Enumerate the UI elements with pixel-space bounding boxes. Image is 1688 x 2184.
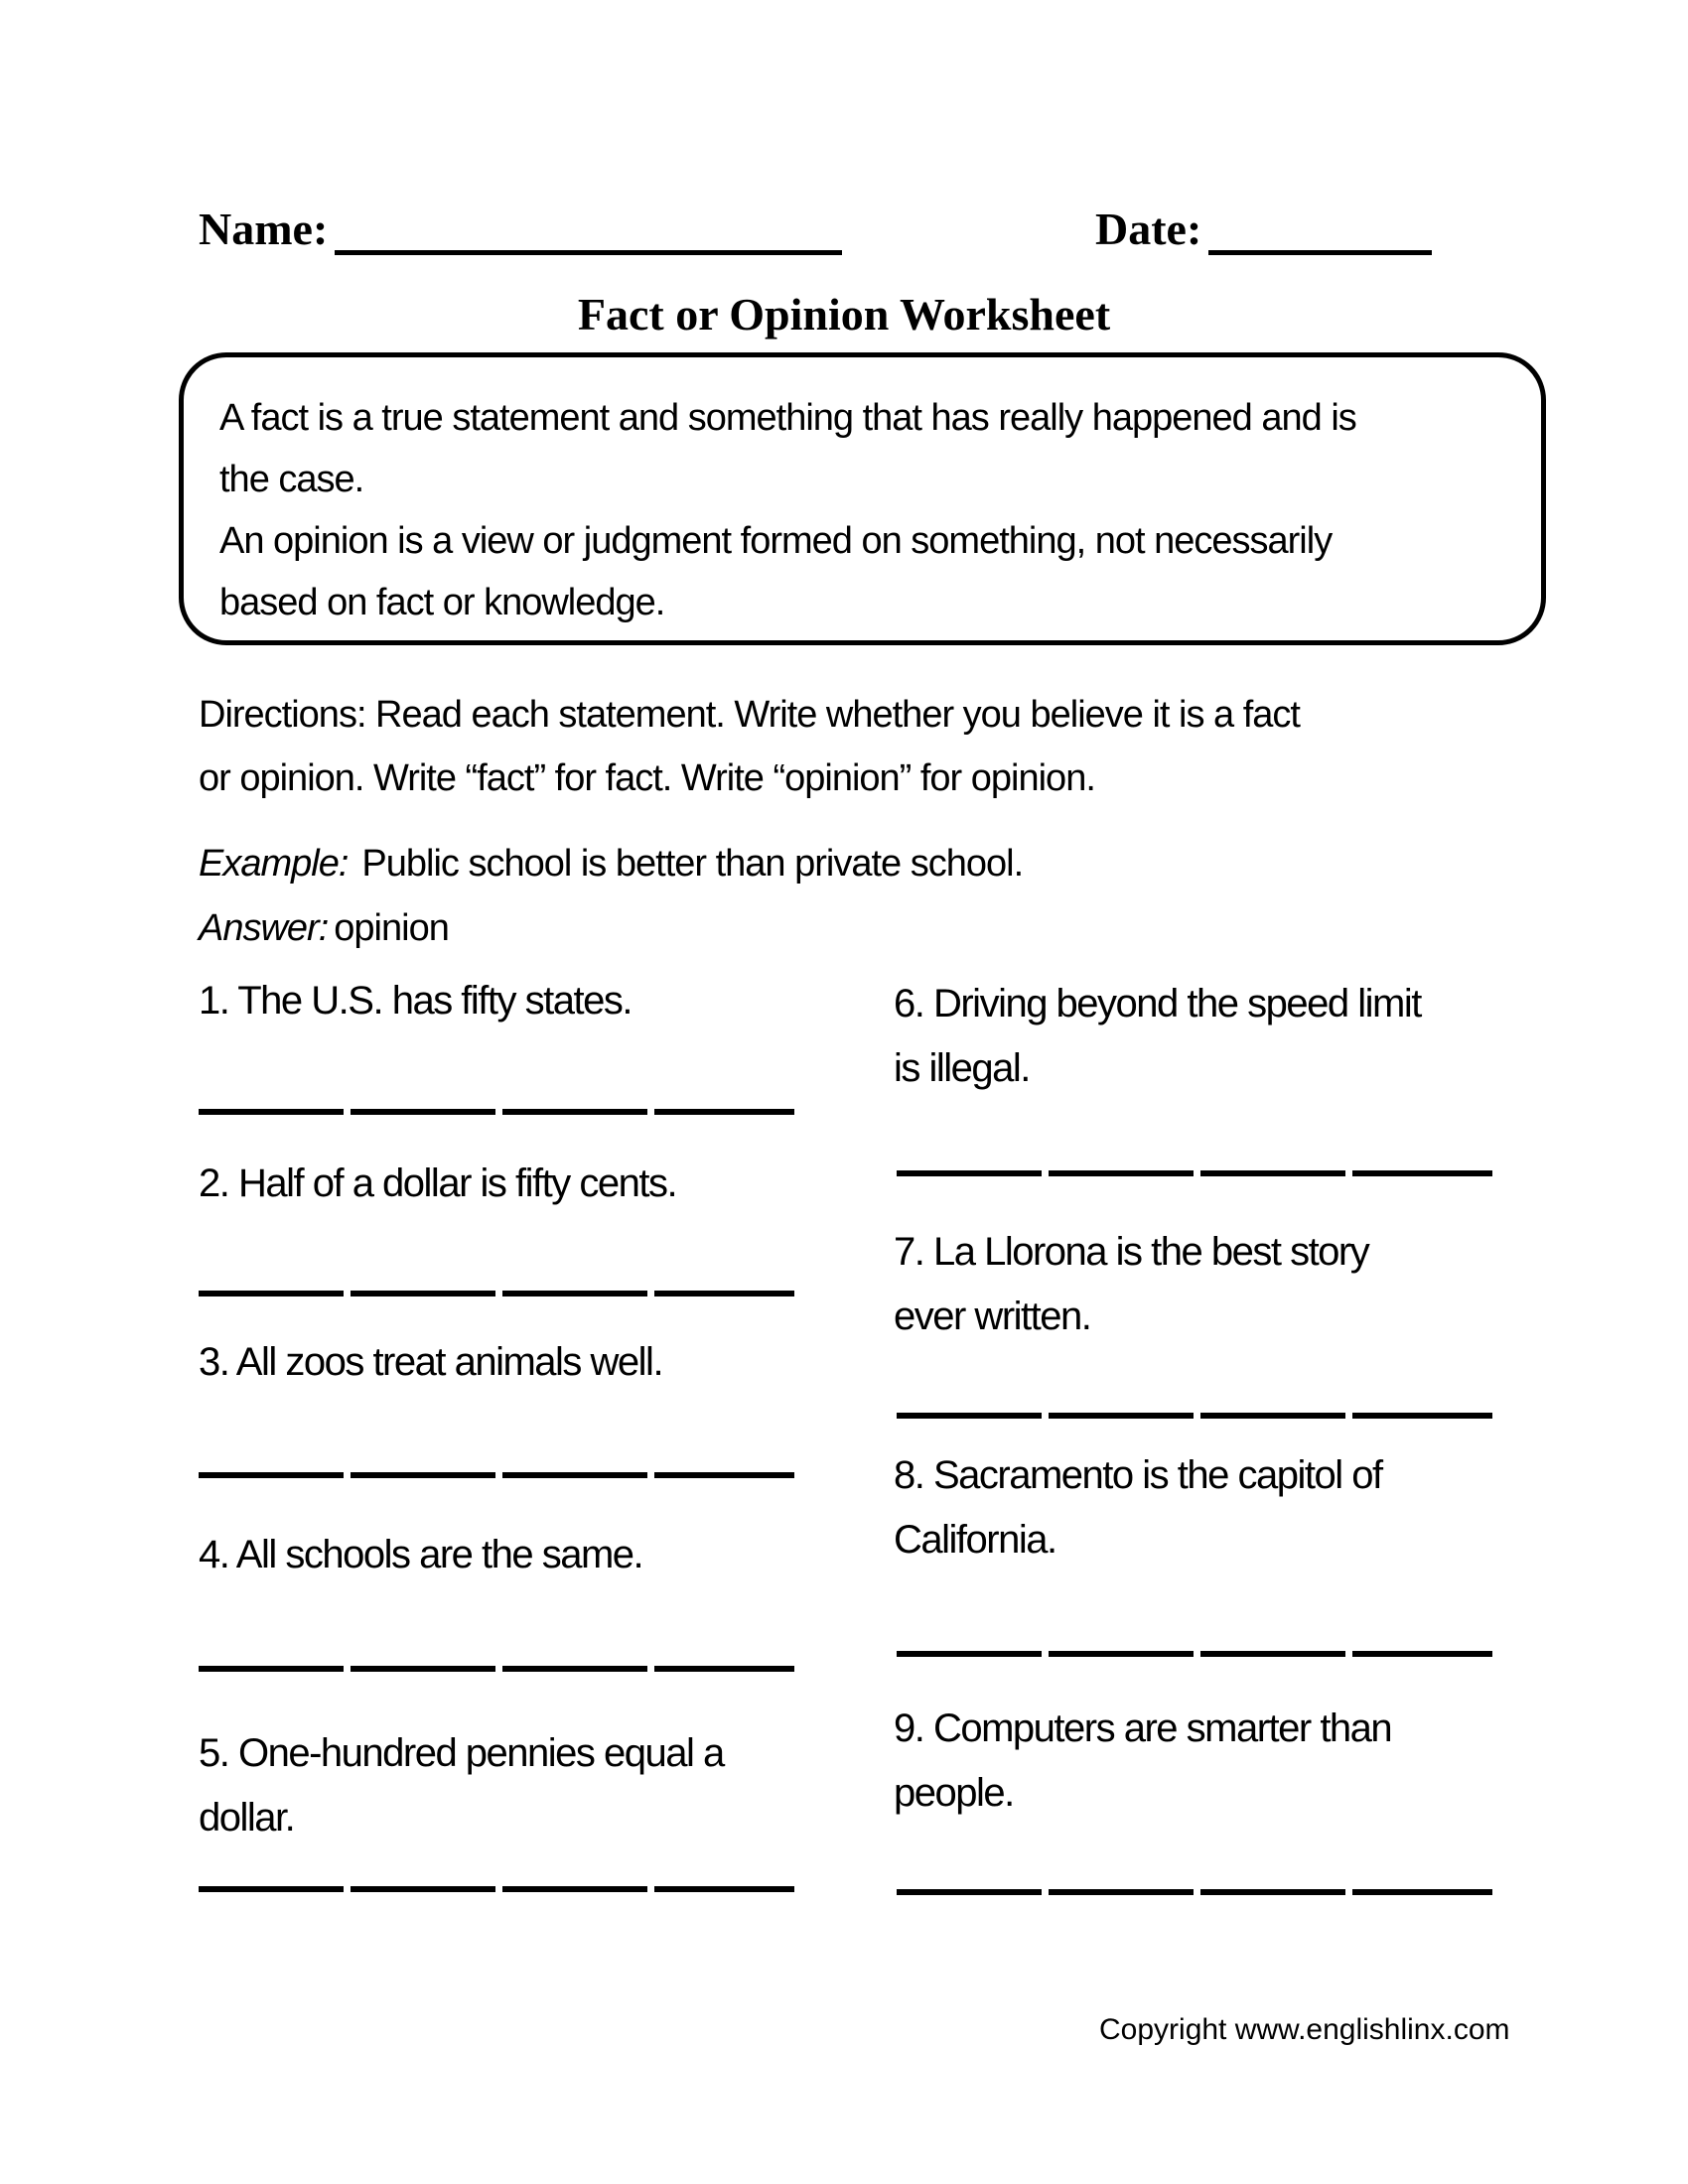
question-line: 7. La Llorona is the best story (894, 1230, 1369, 1274)
question-line: 9. Computers are smarter than (894, 1706, 1392, 1750)
question-item-8 (894, 1443, 1382, 1572)
question-line: 6. Driving beyond the speed limit (894, 982, 1421, 1025)
answer-blank-line-6 (897, 1170, 1492, 1176)
question-item-2 (199, 1152, 676, 1216)
example-line (199, 832, 1023, 895)
question-item-6 (894, 972, 1421, 1101)
definition-box (179, 352, 1546, 645)
question-line: 2. Half of a dollar is fifty cents. (199, 1161, 677, 1205)
answer-blank-line-8 (897, 1651, 1492, 1657)
question-line: dollar. (199, 1796, 295, 1840)
date-label: Date: (1095, 204, 1202, 254)
directions (199, 683, 1300, 810)
answer-blank-line-4 (199, 1666, 794, 1672)
question-line: 1. The U.S. has fifty states. (199, 979, 632, 1023)
answer-label: Answer: (199, 907, 329, 949)
question-line: 4. All schools are the same. (199, 1533, 643, 1576)
example-text: Public school is better than private school. (361, 843, 1024, 885)
directions-line: Directions: Read each statement. Write whether you believe it is a fact (199, 694, 1300, 736)
question-line: 8. Sacramento is the capitol of (894, 1453, 1382, 1497)
copyright-text: Copyright www.englishlinx.com (1099, 2013, 1510, 2046)
definition-line: An opinion is a view or judgment formed on something, not necessarily (219, 520, 1333, 562)
answer-blank-line-7 (897, 1413, 1492, 1419)
definition-line: based on fact or knowledge. (219, 582, 665, 623)
answer-blank-line-1 (199, 1109, 794, 1115)
date-blank-line (1208, 250, 1432, 255)
answer-blank-line-5 (199, 1886, 794, 1892)
answer-blank-line-2 (199, 1291, 794, 1297)
directions-line: or opinion. Write “fact” for fact. Write “opinion” for opinion. (199, 757, 1095, 799)
answer-blank-line-3 (199, 1472, 794, 1478)
example-label: Example: (199, 843, 349, 885)
definition-line: A fact is a true statement and something that has really happened and is (219, 397, 1356, 439)
answer-line-example (199, 896, 449, 960)
question-item-1 (199, 969, 632, 1033)
question-item-9 (894, 1697, 1391, 1826)
name-label: Name: (199, 204, 329, 254)
question-item-5 (199, 1721, 724, 1850)
question-line: is illegal. (894, 1046, 1030, 1090)
name-blank-line (335, 250, 842, 255)
answer-blank-line-9 (897, 1889, 1492, 1895)
answer-text: opinion (334, 907, 449, 949)
definition-line: the case. (219, 459, 364, 500)
question-item-7 (894, 1220, 1368, 1349)
question-line: ever written. (894, 1295, 1091, 1338)
question-item-3 (199, 1330, 662, 1395)
question-item-4 (199, 1523, 642, 1587)
question-line: 5. One-hundred pennies equal a (199, 1731, 724, 1775)
question-line: California. (894, 1518, 1056, 1562)
question-line: 3. All zoos treat animals well. (199, 1340, 663, 1384)
page-title: Fact or Opinion Worksheet (577, 289, 1111, 340)
question-line: people. (894, 1771, 1014, 1815)
